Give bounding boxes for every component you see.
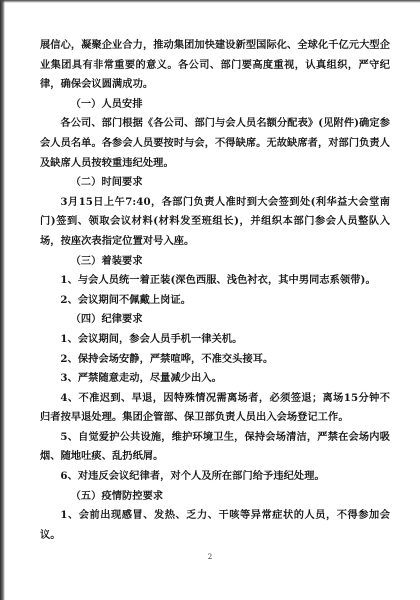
paragraph-discipline-3: 3、严禁随意走动，尽量减少出入。 [60,372,222,385]
paragraph-personnel: 各公司、部门根据《各公司、部门与会人员名额分配表》(见附件)确定参会人员名单。各参会人员要按时与会，不得缺席。无故缺席者，对部门负责人及缺席人员按较重违纪处理。 [40,117,390,169]
scan-shadow-left [0,0,5,600]
heading-epidemic: （五）疫情防控要求 [70,489,164,502]
heading-personnel: （一）人员安排 [70,97,143,110]
paragraph-dress-1: 1、与会人员统一着正装(深色西服、浅色衬衣，其中男同志系领带)。 [60,274,376,287]
paragraph-time: 3月15日上午7:40，各部门负责人准时到大会签到处(利华益大会堂南门)签到、领取会议材料(材料发至班组长)，并组织本部门参会人员整队入场，按座次表指定位置对号入座。 [40,195,390,247]
heading-discipline: （四）纪律要求 [70,313,143,326]
paragraph-intro: 展信心，凝聚企业合力，推动集团加快建设新型国际化、全球化千亿元大型企业集团具有非常重要的意义。各公司、部门要高度重视，认真组织，严守纪律，确保会议圆满成功。 [40,39,390,91]
page-number: 2 [207,553,213,561]
scan-shadow-top [0,0,420,3]
paragraph-epidemic-1: 1、会前出现感冒、发热、乏力、干咳等异常症状的人员，不得参加会议。 [40,509,390,541]
paragraph-discipline-6: 6、对违反会议纪律者，对个人及所在部门给予违纪处理。 [60,470,325,483]
paragraph-discipline-4: 4、不准迟到、早退，因特殊情况需离场者，必须签退；离场15分钟不归者按早退处理。集团企管部、保卫部负责人员出入会场登记工作。 [40,391,390,424]
paragraph-discipline-5: 5、自觉爱护公共设施，维护环境卫生，保持会场清洁，严禁在会场内吸烟、随地吐痰、乱扔纸屑。 [40,430,390,463]
paragraph-discipline-1: 1、会议期间，参会人员手机一律关机。 [60,332,243,345]
paragraph-dress-2: 2、会议期间不佩戴上岗证。 [60,293,192,306]
paragraph-discipline-2: 2、保持会场安静，严禁喧哗，不准交头接耳。 [60,352,274,365]
heading-dress: （三）着装要求 [70,254,143,267]
document-body [40,36,390,545]
heading-time: （二）时间要求 [70,176,143,189]
